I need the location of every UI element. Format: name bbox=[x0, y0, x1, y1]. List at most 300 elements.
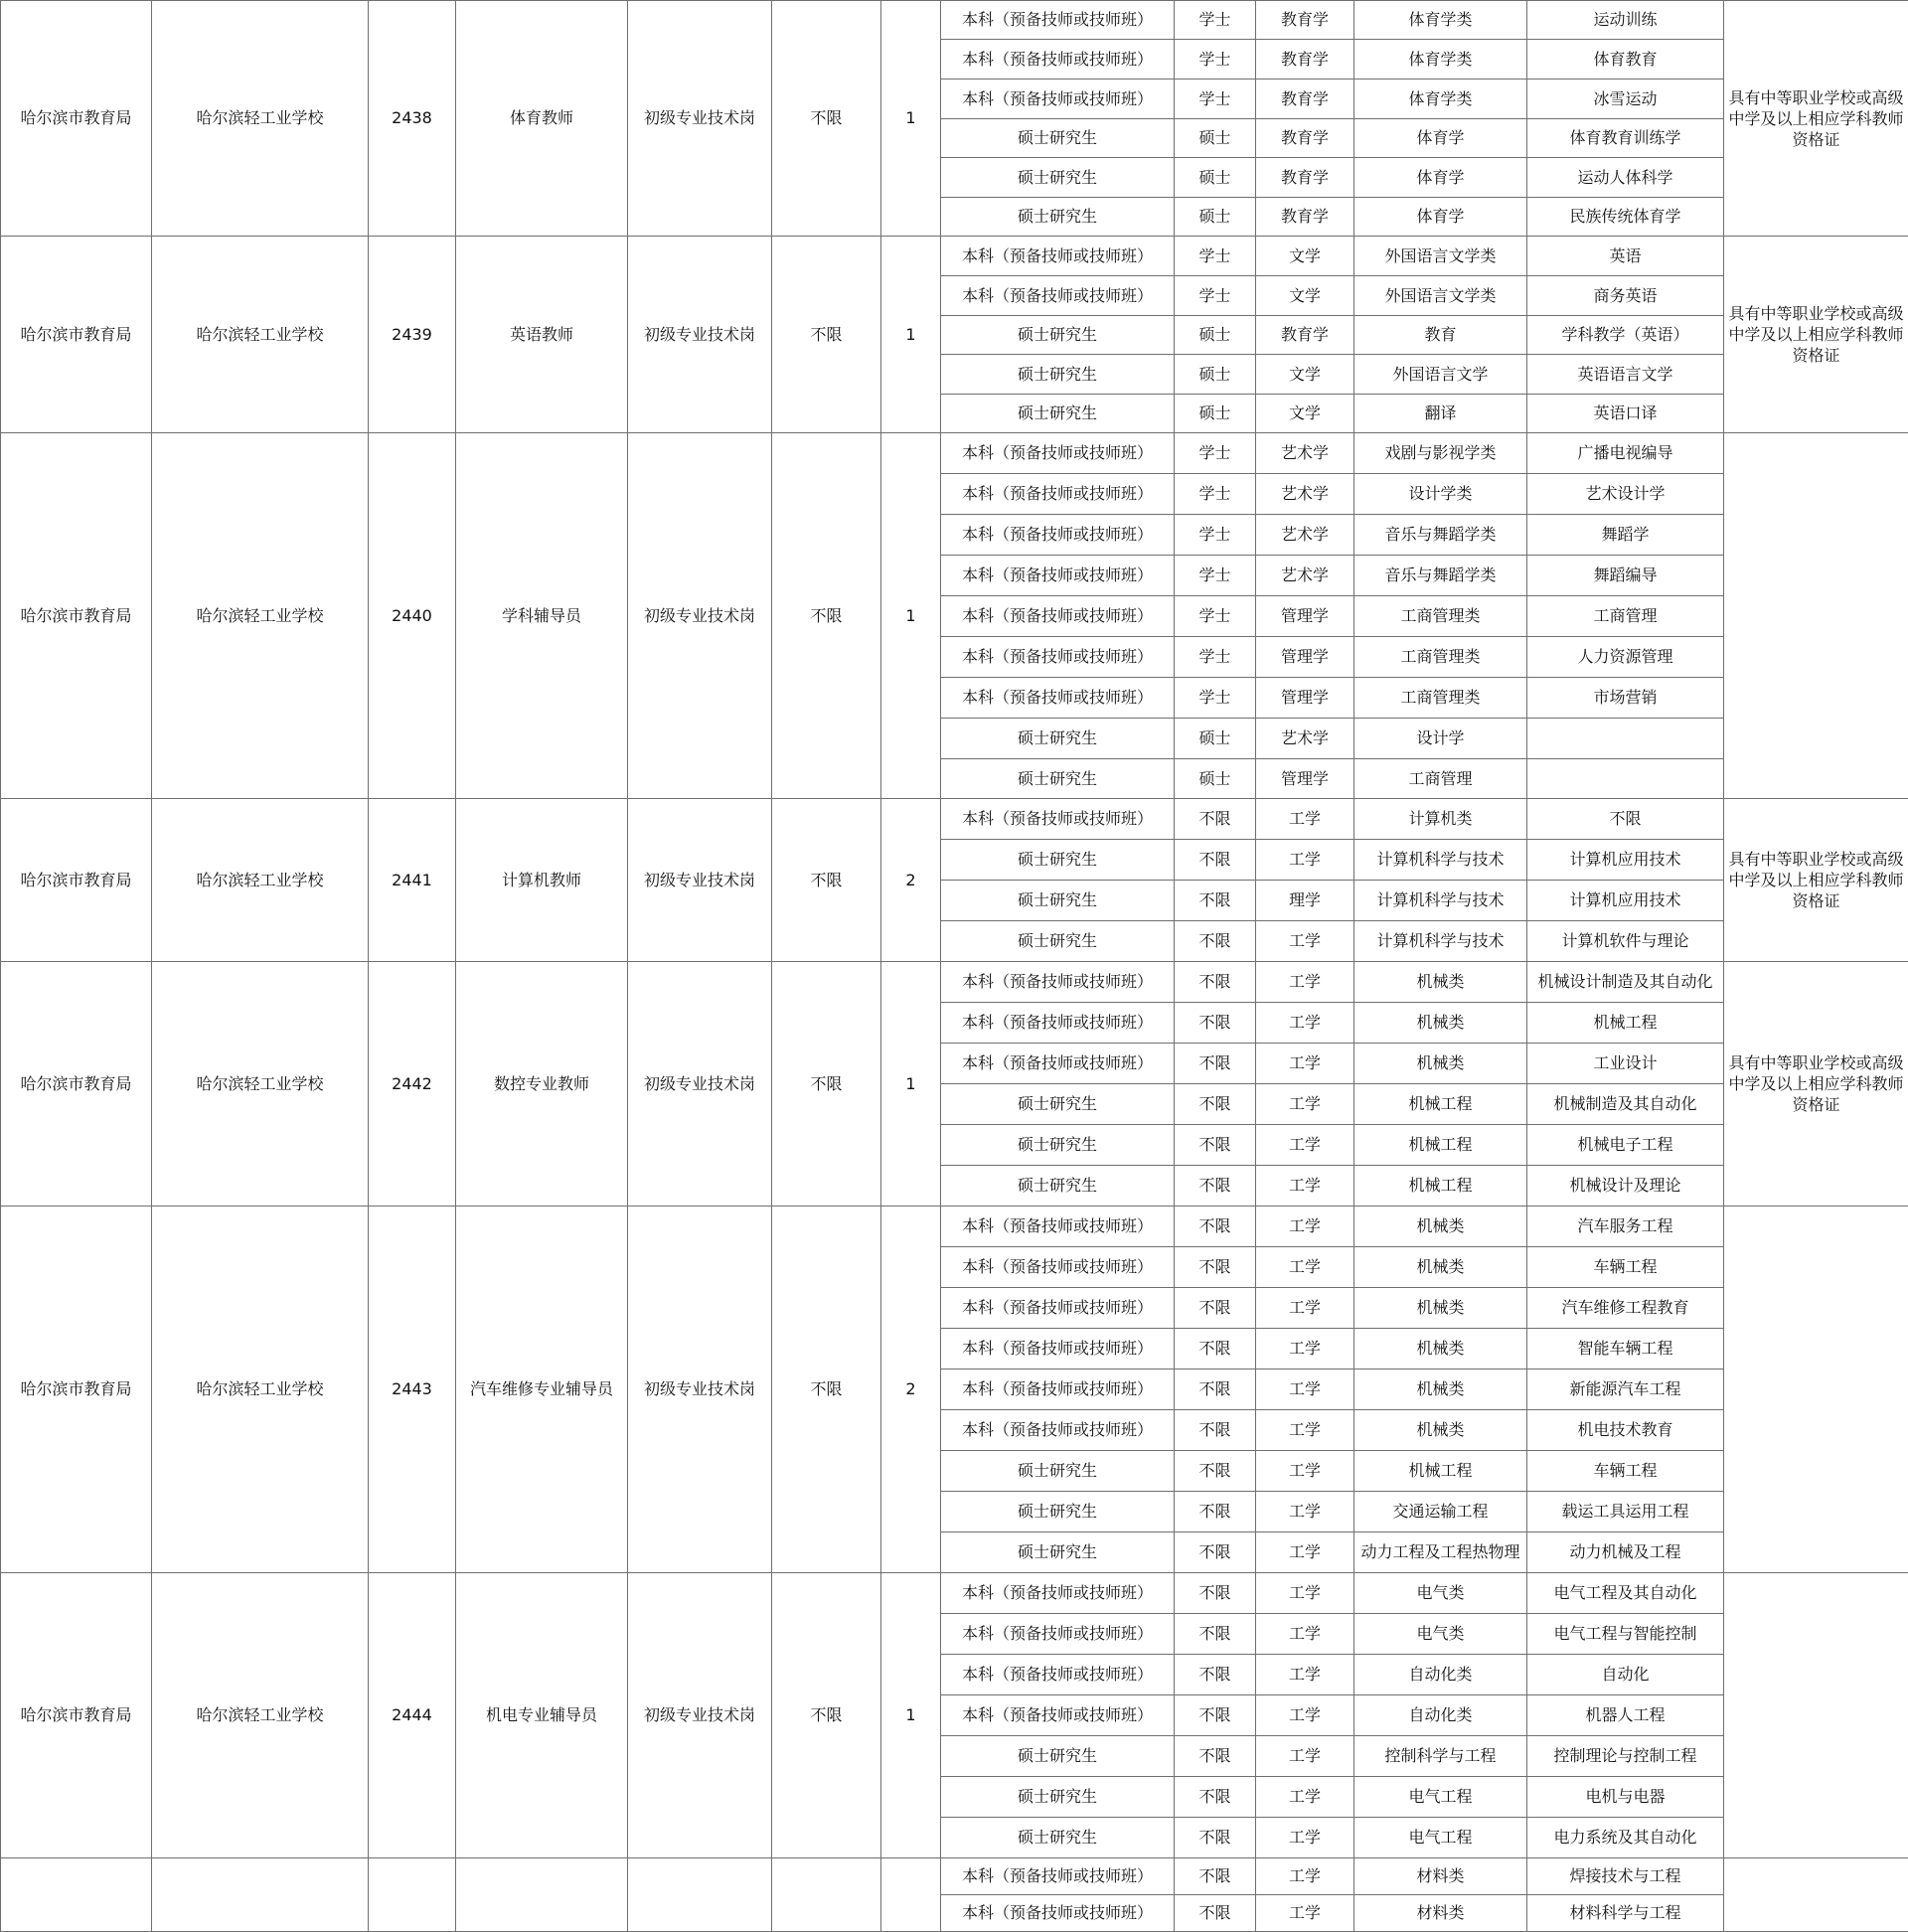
discipline-category-cell: 教育学 bbox=[1256, 40, 1354, 80]
degree-cell: 学士 bbox=[1175, 80, 1256, 119]
discipline-category-cell: 工学 bbox=[1256, 1655, 1354, 1695]
discipline-category-cell: 工学 bbox=[1256, 1247, 1354, 1288]
discipline-class-cell: 机械工程 bbox=[1354, 1125, 1527, 1166]
discipline-class-cell: 外国语言文学类 bbox=[1354, 276, 1527, 316]
degree-cell: 学士 bbox=[1175, 237, 1256, 276]
major-cell: 不限 bbox=[1527, 799, 1724, 840]
degree-cell: 学士 bbox=[1175, 515, 1256, 556]
major-cell: 机械工程 bbox=[1527, 1003, 1724, 1044]
discipline-category-cell: 文学 bbox=[1256, 237, 1354, 276]
post-code-cell: 2441 bbox=[369, 799, 456, 962]
discipline-class-cell: 翻译 bbox=[1354, 395, 1527, 433]
education-cell: 本科（预备技师或技师班） bbox=[941, 237, 1175, 276]
post-type-cell: 初级专业技术岗 bbox=[628, 1573, 772, 1858]
discipline-category-cell: 教育学 bbox=[1256, 316, 1354, 355]
employer-cell: 哈尔滨轻工业学校 bbox=[152, 1207, 369, 1573]
discipline-class-cell: 机械类 bbox=[1354, 1288, 1527, 1329]
major-cell: 计算机应用技术 bbox=[1527, 840, 1724, 881]
discipline-class-cell: 交通运输工程 bbox=[1354, 1492, 1527, 1532]
education-cell: 本科（预备技师或技师班） bbox=[941, 1614, 1175, 1655]
education-cell: 本科（预备技师或技师班） bbox=[941, 1247, 1175, 1288]
education-cell: 本科（预备技师或技师班） bbox=[941, 1207, 1175, 1247]
major-cell: 机械设计及理论 bbox=[1527, 1166, 1724, 1207]
post-type-cell bbox=[628, 1858, 772, 1932]
education-cell: 本科（预备技师或技师班） bbox=[941, 515, 1175, 556]
discipline-category-cell: 工学 bbox=[1256, 1125, 1354, 1166]
discipline-category-cell: 工学 bbox=[1256, 1166, 1354, 1207]
education-cell: 本科（预备技师或技师班） bbox=[941, 1369, 1175, 1410]
discipline-category-cell: 艺术学 bbox=[1256, 433, 1354, 474]
table-body bbox=[1, 1, 1908, 1932]
degree-cell: 不限 bbox=[1175, 1532, 1256, 1573]
degree-cell: 不限 bbox=[1175, 1003, 1256, 1044]
degree-cell: 硕士 bbox=[1175, 759, 1256, 799]
major-cell: 电机与电器 bbox=[1527, 1777, 1724, 1818]
major-cell: 舞蹈学 bbox=[1527, 515, 1724, 556]
age-cell: 不限 bbox=[772, 433, 881, 799]
degree-cell: 不限 bbox=[1175, 1247, 1256, 1288]
major-cell: 市场营销 bbox=[1527, 678, 1724, 719]
education-cell: 硕士研究生 bbox=[941, 840, 1175, 881]
employer-cell: 哈尔滨轻工业学校 bbox=[152, 433, 369, 799]
major-cell: 自动化 bbox=[1527, 1655, 1724, 1695]
discipline-class-cell: 体育学 bbox=[1354, 119, 1527, 158]
discipline-category-cell: 理学 bbox=[1256, 881, 1354, 921]
post-name-cell: 汽车维修专业辅导员 bbox=[456, 1207, 628, 1573]
post-code-cell: 2442 bbox=[369, 962, 456, 1207]
degree-cell: 不限 bbox=[1175, 1044, 1256, 1084]
age-cell: 不限 bbox=[772, 1, 881, 237]
discipline-category-cell: 工学 bbox=[1256, 1777, 1354, 1818]
education-cell: 硕士研究生 bbox=[941, 1166, 1175, 1207]
education-cell: 本科（预备技师或技师班） bbox=[941, 1895, 1175, 1932]
discipline-class-cell: 工商管理类 bbox=[1354, 637, 1527, 678]
degree-cell: 不限 bbox=[1175, 1818, 1256, 1858]
discipline-category-cell: 工学 bbox=[1256, 1451, 1354, 1492]
major-cell: 智能车辆工程 bbox=[1527, 1329, 1724, 1369]
degree-cell: 不限 bbox=[1175, 1655, 1256, 1695]
discipline-class-cell: 机械类 bbox=[1354, 1247, 1527, 1288]
discipline-class-cell: 体育学 bbox=[1354, 158, 1527, 198]
education-cell: 本科（预备技师或技师班） bbox=[941, 1410, 1175, 1451]
other-requirement-cell bbox=[1724, 1858, 1908, 1932]
degree-cell: 不限 bbox=[1175, 1207, 1256, 1247]
major-cell: 材料科学与工程 bbox=[1527, 1895, 1724, 1932]
major-cell: 控制理论与控制工程 bbox=[1527, 1736, 1724, 1777]
discipline-class-cell: 机械工程 bbox=[1354, 1451, 1527, 1492]
department-cell: 哈尔滨市教育局 bbox=[1, 962, 152, 1207]
age-cell: 不限 bbox=[772, 237, 881, 433]
discipline-category-cell: 工学 bbox=[1256, 1207, 1354, 1247]
degree-cell: 不限 bbox=[1175, 1369, 1256, 1410]
major-cell: 汽车维修工程教育 bbox=[1527, 1288, 1724, 1329]
discipline-class-cell: 设计学 bbox=[1354, 719, 1527, 759]
major-cell: 车辆工程 bbox=[1527, 1451, 1724, 1492]
education-cell: 硕士研究生 bbox=[941, 1532, 1175, 1573]
post-type-cell: 初级专业技术岗 bbox=[628, 1, 772, 237]
major-cell: 工商管理 bbox=[1527, 596, 1724, 637]
other-requirement-cell: 具有中等职业学校或高级中学及以上相应学科教师资格证 bbox=[1724, 1, 1908, 237]
discipline-category-cell: 工学 bbox=[1256, 1084, 1354, 1125]
degree-cell: 硕士 bbox=[1175, 119, 1256, 158]
post-type-cell: 初级专业技术岗 bbox=[628, 237, 772, 433]
major-cell: 体育教育训练学 bbox=[1527, 119, 1724, 158]
discipline-category-cell: 工学 bbox=[1256, 921, 1354, 962]
discipline-category-cell: 工学 bbox=[1256, 1329, 1354, 1369]
degree-cell: 学士 bbox=[1175, 556, 1256, 596]
education-cell: 本科（预备技师或技师班） bbox=[941, 1858, 1175, 1895]
discipline-category-cell: 工学 bbox=[1256, 799, 1354, 840]
table-row bbox=[1, 1573, 1908, 1614]
degree-cell: 不限 bbox=[1175, 1777, 1256, 1818]
degree-cell: 学士 bbox=[1175, 474, 1256, 515]
hire-count-cell: 2 bbox=[881, 1207, 941, 1573]
major-cell: 工业设计 bbox=[1527, 1044, 1724, 1084]
post-code-cell: 2443 bbox=[369, 1207, 456, 1573]
degree-cell: 不限 bbox=[1175, 921, 1256, 962]
education-cell: 硕士研究生 bbox=[941, 1818, 1175, 1858]
major-cell: 运动训练 bbox=[1527, 1, 1724, 40]
education-cell: 本科（预备技师或技师班） bbox=[941, 637, 1175, 678]
department-cell: 哈尔滨市教育局 bbox=[1, 799, 152, 962]
degree-cell: 不限 bbox=[1175, 962, 1256, 1003]
department-cell bbox=[1, 1858, 152, 1932]
discipline-category-cell: 管理学 bbox=[1256, 596, 1354, 637]
education-cell: 本科（预备技师或技师班） bbox=[941, 474, 1175, 515]
discipline-class-cell: 控制科学与工程 bbox=[1354, 1736, 1527, 1777]
degree-cell: 不限 bbox=[1175, 1695, 1256, 1736]
degree-cell: 不限 bbox=[1175, 1288, 1256, 1329]
discipline-category-cell: 教育学 bbox=[1256, 198, 1354, 237]
discipline-category-cell: 工学 bbox=[1256, 1532, 1354, 1573]
employer-cell: 哈尔滨轻工业学校 bbox=[152, 1573, 369, 1858]
discipline-class-cell: 机械类 bbox=[1354, 1044, 1527, 1084]
table-row bbox=[1, 799, 1908, 840]
degree-cell: 不限 bbox=[1175, 1614, 1256, 1655]
major-cell: 运动人体科学 bbox=[1527, 158, 1724, 198]
discipline-class-cell: 机械类 bbox=[1354, 1003, 1527, 1044]
other-requirement-cell bbox=[1724, 1573, 1908, 1858]
major-cell: 载运工具运用工程 bbox=[1527, 1492, 1724, 1532]
discipline-category-cell: 艺术学 bbox=[1256, 474, 1354, 515]
discipline-category-cell: 工学 bbox=[1256, 1492, 1354, 1532]
discipline-class-cell: 体育学类 bbox=[1354, 40, 1527, 80]
major-cell: 艺术设计学 bbox=[1527, 474, 1724, 515]
education-cell: 本科（预备技师或技师班） bbox=[941, 799, 1175, 840]
table-row bbox=[1, 237, 1908, 276]
other-requirement-cell: 具有中等职业学校或高级中学及以上相应学科教师资格证 bbox=[1724, 799, 1908, 962]
other-requirement-cell bbox=[1724, 1207, 1908, 1573]
hire-count-cell: 1 bbox=[881, 1, 941, 237]
discipline-class-cell: 动力工程及工程热物理 bbox=[1354, 1532, 1527, 1573]
major-cell: 冰雪运动 bbox=[1527, 80, 1724, 119]
age-cell: 不限 bbox=[772, 799, 881, 962]
discipline-category-cell: 教育学 bbox=[1256, 80, 1354, 119]
discipline-class-cell: 戏剧与影视学类 bbox=[1354, 433, 1527, 474]
post-code-cell: 2438 bbox=[369, 1, 456, 237]
degree-cell: 不限 bbox=[1175, 1125, 1256, 1166]
degree-cell: 不限 bbox=[1175, 1895, 1256, 1932]
department-cell: 哈尔滨市教育局 bbox=[1, 433, 152, 799]
department-cell: 哈尔滨市教育局 bbox=[1, 237, 152, 433]
discipline-category-cell: 教育学 bbox=[1256, 158, 1354, 198]
discipline-class-cell: 教育 bbox=[1354, 316, 1527, 355]
hire-count-cell: 1 bbox=[881, 962, 941, 1207]
major-cell: 广播电视编导 bbox=[1527, 433, 1724, 474]
discipline-class-cell: 计算机科学与技术 bbox=[1354, 881, 1527, 921]
major-cell: 英语口译 bbox=[1527, 395, 1724, 433]
discipline-category-cell: 工学 bbox=[1256, 1736, 1354, 1777]
discipline-class-cell: 机械工程 bbox=[1354, 1084, 1527, 1125]
discipline-class-cell: 计算机类 bbox=[1354, 799, 1527, 840]
degree-cell: 硕士 bbox=[1175, 158, 1256, 198]
degree-cell: 不限 bbox=[1175, 1329, 1256, 1369]
employer-cell: 哈尔滨轻工业学校 bbox=[152, 962, 369, 1207]
discipline-category-cell: 管理学 bbox=[1256, 759, 1354, 799]
education-cell: 本科（预备技师或技师班） bbox=[941, 596, 1175, 637]
table-row bbox=[1, 1858, 1908, 1895]
discipline-class-cell: 机械类 bbox=[1354, 1207, 1527, 1247]
education-cell: 硕士研究生 bbox=[941, 1084, 1175, 1125]
education-cell: 硕士研究生 bbox=[941, 395, 1175, 433]
employer-cell bbox=[152, 1858, 369, 1932]
discipline-category-cell: 工学 bbox=[1256, 1369, 1354, 1410]
degree-cell: 不限 bbox=[1175, 1736, 1256, 1777]
major-cell: 人力资源管理 bbox=[1527, 637, 1724, 678]
discipline-class-cell: 自动化类 bbox=[1354, 1695, 1527, 1736]
discipline-class-cell: 工商管理类 bbox=[1354, 596, 1527, 637]
education-cell: 硕士研究生 bbox=[941, 881, 1175, 921]
degree-cell: 学士 bbox=[1175, 276, 1256, 316]
major-cell: 车辆工程 bbox=[1527, 1247, 1724, 1288]
discipline-category-cell: 工学 bbox=[1256, 962, 1354, 1003]
discipline-category-cell: 工学 bbox=[1256, 840, 1354, 881]
table-row bbox=[1, 1207, 1908, 1247]
education-cell: 本科（预备技师或技师班） bbox=[941, 1695, 1175, 1736]
degree-cell: 学士 bbox=[1175, 1, 1256, 40]
post-name-cell: 机电专业辅导员 bbox=[456, 1573, 628, 1858]
major-cell: 机械制造及其自动化 bbox=[1527, 1084, 1724, 1125]
degree-cell: 学士 bbox=[1175, 433, 1256, 474]
post-name-cell: 英语教师 bbox=[456, 237, 628, 433]
discipline-class-cell: 自动化类 bbox=[1354, 1655, 1527, 1695]
major-cell: 电气工程及其自动化 bbox=[1527, 1573, 1724, 1614]
education-cell: 硕士研究生 bbox=[941, 316, 1175, 355]
hire-count-cell bbox=[881, 1858, 941, 1932]
major-cell: 电气工程与智能控制 bbox=[1527, 1614, 1724, 1655]
education-cell: 本科（预备技师或技师班） bbox=[941, 556, 1175, 596]
department-cell: 哈尔滨市教育局 bbox=[1, 1, 152, 237]
education-cell: 硕士研究生 bbox=[941, 355, 1175, 395]
discipline-class-cell: 设计学类 bbox=[1354, 474, 1527, 515]
post-code-cell bbox=[369, 1858, 456, 1932]
post-type-cell: 初级专业技术岗 bbox=[628, 1207, 772, 1573]
major-cell: 机械电子工程 bbox=[1527, 1125, 1724, 1166]
degree-cell: 不限 bbox=[1175, 840, 1256, 881]
discipline-category-cell: 文学 bbox=[1256, 276, 1354, 316]
employer-cell: 哈尔滨轻工业学校 bbox=[152, 1, 369, 237]
major-cell: 体育教育 bbox=[1527, 40, 1724, 80]
degree-cell: 硕士 bbox=[1175, 198, 1256, 237]
major-cell: 舞蹈编导 bbox=[1527, 556, 1724, 596]
education-cell: 本科（预备技师或技师班） bbox=[941, 1329, 1175, 1369]
discipline-class-cell: 电气工程 bbox=[1354, 1818, 1527, 1858]
major-cell: 机电技术教育 bbox=[1527, 1410, 1724, 1451]
department-cell: 哈尔滨市教育局 bbox=[1, 1573, 152, 1858]
hire-count-cell: 1 bbox=[881, 433, 941, 799]
employer-cell: 哈尔滨轻工业学校 bbox=[152, 799, 369, 962]
education-cell: 本科（预备技师或技师班） bbox=[941, 433, 1175, 474]
discipline-class-cell: 机械类 bbox=[1354, 1329, 1527, 1369]
major-cell: 英语 bbox=[1527, 237, 1724, 276]
major-cell: 英语语言文学 bbox=[1527, 355, 1724, 395]
degree-cell: 不限 bbox=[1175, 799, 1256, 840]
education-cell: 本科（预备技师或技师班） bbox=[941, 962, 1175, 1003]
degree-cell: 不限 bbox=[1175, 1492, 1256, 1532]
discipline-category-cell: 工学 bbox=[1256, 1044, 1354, 1084]
discipline-class-cell: 计算机科学与技术 bbox=[1354, 840, 1527, 881]
post-type-cell: 初级专业技术岗 bbox=[628, 799, 772, 962]
discipline-category-cell: 工学 bbox=[1256, 1410, 1354, 1451]
major-cell: 新能源汽车工程 bbox=[1527, 1369, 1724, 1410]
major-cell: 计算机应用技术 bbox=[1527, 881, 1724, 921]
discipline-class-cell: 机械类 bbox=[1354, 962, 1527, 1003]
post-name-cell: 数控专业教师 bbox=[456, 962, 628, 1207]
discipline-category-cell: 管理学 bbox=[1256, 678, 1354, 719]
discipline-category-cell: 教育学 bbox=[1256, 119, 1354, 158]
discipline-class-cell: 工商管理 bbox=[1354, 759, 1527, 799]
education-cell: 硕士研究生 bbox=[941, 1451, 1175, 1492]
discipline-class-cell: 外国语言文学 bbox=[1354, 355, 1527, 395]
education-cell: 本科（预备技师或技师班） bbox=[941, 276, 1175, 316]
education-cell: 本科（预备技师或技师班） bbox=[941, 1, 1175, 40]
degree-cell: 硕士 bbox=[1175, 316, 1256, 355]
education-cell: 硕士研究生 bbox=[941, 158, 1175, 198]
other-requirement-cell bbox=[1724, 433, 1908, 799]
discipline-category-cell: 教育学 bbox=[1256, 1, 1354, 40]
discipline-category-cell: 工学 bbox=[1256, 1003, 1354, 1044]
discipline-category-cell: 文学 bbox=[1256, 395, 1354, 433]
discipline-category-cell: 工学 bbox=[1256, 1614, 1354, 1655]
discipline-class-cell: 音乐与舞蹈学类 bbox=[1354, 556, 1527, 596]
discipline-class-cell: 机械工程 bbox=[1354, 1166, 1527, 1207]
discipline-class-cell: 电气类 bbox=[1354, 1614, 1527, 1655]
post-name-cell bbox=[456, 1858, 628, 1932]
discipline-category-cell: 工学 bbox=[1256, 1818, 1354, 1858]
major-cell: 机器人工程 bbox=[1527, 1695, 1724, 1736]
degree-cell: 学士 bbox=[1175, 40, 1256, 80]
post-code-cell: 2439 bbox=[369, 237, 456, 433]
education-cell: 硕士研究生 bbox=[941, 1492, 1175, 1532]
degree-cell: 硕士 bbox=[1175, 719, 1256, 759]
degree-cell: 不限 bbox=[1175, 1410, 1256, 1451]
major-cell: 学科教学（英语） bbox=[1527, 316, 1724, 355]
degree-cell: 不限 bbox=[1175, 1451, 1256, 1492]
education-cell: 硕士研究生 bbox=[941, 719, 1175, 759]
discipline-category-cell: 工学 bbox=[1256, 1895, 1354, 1932]
education-cell: 硕士研究生 bbox=[941, 759, 1175, 799]
major-cell: 机械设计制造及其自动化 bbox=[1527, 962, 1724, 1003]
post-code-cell: 2440 bbox=[369, 433, 456, 799]
discipline-class-cell: 体育学类 bbox=[1354, 1, 1527, 40]
education-cell: 本科（预备技师或技师班） bbox=[941, 40, 1175, 80]
major-cell: 民族传统体育学 bbox=[1527, 198, 1724, 237]
education-cell: 本科（预备技师或技师班） bbox=[941, 1288, 1175, 1329]
education-cell: 本科（预备技师或技师班） bbox=[941, 80, 1175, 119]
discipline-category-cell: 管理学 bbox=[1256, 637, 1354, 678]
major-cell: 汽车服务工程 bbox=[1527, 1207, 1724, 1247]
education-cell: 硕士研究生 bbox=[941, 198, 1175, 237]
post-name-cell: 体育教师 bbox=[456, 1, 628, 237]
major-cell: 电力系统及其自动化 bbox=[1527, 1818, 1724, 1858]
education-cell: 硕士研究生 bbox=[941, 1736, 1175, 1777]
degree-cell: 学士 bbox=[1175, 596, 1256, 637]
education-cell: 硕士研究生 bbox=[941, 119, 1175, 158]
discipline-class-cell: 电气工程 bbox=[1354, 1777, 1527, 1818]
degree-cell: 学士 bbox=[1175, 637, 1256, 678]
degree-cell: 硕士 bbox=[1175, 395, 1256, 433]
discipline-category-cell: 工学 bbox=[1256, 1573, 1354, 1614]
degree-cell: 不限 bbox=[1175, 1573, 1256, 1614]
discipline-category-cell: 艺术学 bbox=[1256, 556, 1354, 596]
other-requirement-cell: 具有中等职业学校或高级中学及以上相应学科教师资格证 bbox=[1724, 962, 1908, 1207]
discipline-class-cell: 材料类 bbox=[1354, 1895, 1527, 1932]
discipline-class-cell: 机械类 bbox=[1354, 1369, 1527, 1410]
education-cell: 本科（预备技师或技师班） bbox=[941, 1003, 1175, 1044]
degree-cell: 不限 bbox=[1175, 1166, 1256, 1207]
discipline-category-cell: 工学 bbox=[1256, 1695, 1354, 1736]
education-cell: 硕士研究生 bbox=[941, 1777, 1175, 1818]
post-type-cell: 初级专业技术岗 bbox=[628, 433, 772, 799]
age-cell bbox=[772, 1858, 881, 1932]
discipline-class-cell: 计算机科学与技术 bbox=[1354, 921, 1527, 962]
age-cell: 不限 bbox=[772, 1207, 881, 1573]
discipline-category-cell: 文学 bbox=[1256, 355, 1354, 395]
education-cell: 硕士研究生 bbox=[941, 1125, 1175, 1166]
discipline-class-cell: 机械类 bbox=[1354, 1410, 1527, 1451]
degree-cell: 不限 bbox=[1175, 1858, 1256, 1895]
major-cell bbox=[1527, 719, 1724, 759]
table-row bbox=[1, 433, 1908, 474]
discipline-class-cell: 外国语言文学类 bbox=[1354, 237, 1527, 276]
major-cell: 商务英语 bbox=[1527, 276, 1724, 316]
post-code-cell: 2444 bbox=[369, 1573, 456, 1858]
education-cell: 硕士研究生 bbox=[941, 921, 1175, 962]
degree-cell: 学士 bbox=[1175, 678, 1256, 719]
table-row bbox=[1, 1, 1908, 40]
employer-cell: 哈尔滨轻工业学校 bbox=[152, 237, 369, 433]
education-cell: 本科（预备技师或技师班） bbox=[941, 678, 1175, 719]
major-cell: 动力机械及工程 bbox=[1527, 1532, 1724, 1573]
post-type-cell: 初级专业技术岗 bbox=[628, 962, 772, 1207]
discipline-category-cell: 工学 bbox=[1256, 1858, 1354, 1895]
other-requirement-cell: 具有中等职业学校或高级中学及以上相应学科教师资格证 bbox=[1724, 237, 1908, 433]
degree-cell: 硕士 bbox=[1175, 355, 1256, 395]
major-cell: 计算机软件与理论 bbox=[1527, 921, 1724, 962]
discipline-class-cell: 体育学类 bbox=[1354, 80, 1527, 119]
discipline-class-cell: 电气类 bbox=[1354, 1573, 1527, 1614]
major-cell: 焊接技术与工程 bbox=[1527, 1858, 1724, 1895]
hire-count-cell: 1 bbox=[881, 1573, 941, 1858]
discipline-category-cell: 工学 bbox=[1256, 1288, 1354, 1329]
education-cell: 本科（预备技师或技师班） bbox=[941, 1655, 1175, 1695]
discipline-class-cell: 材料类 bbox=[1354, 1858, 1527, 1895]
education-cell: 本科（预备技师或技师班） bbox=[941, 1044, 1175, 1084]
department-cell: 哈尔滨市教育局 bbox=[1, 1207, 152, 1573]
discipline-class-cell: 工商管理类 bbox=[1354, 678, 1527, 719]
discipline-category-cell: 艺术学 bbox=[1256, 515, 1354, 556]
discipline-class-cell: 音乐与舞蹈学类 bbox=[1354, 515, 1527, 556]
